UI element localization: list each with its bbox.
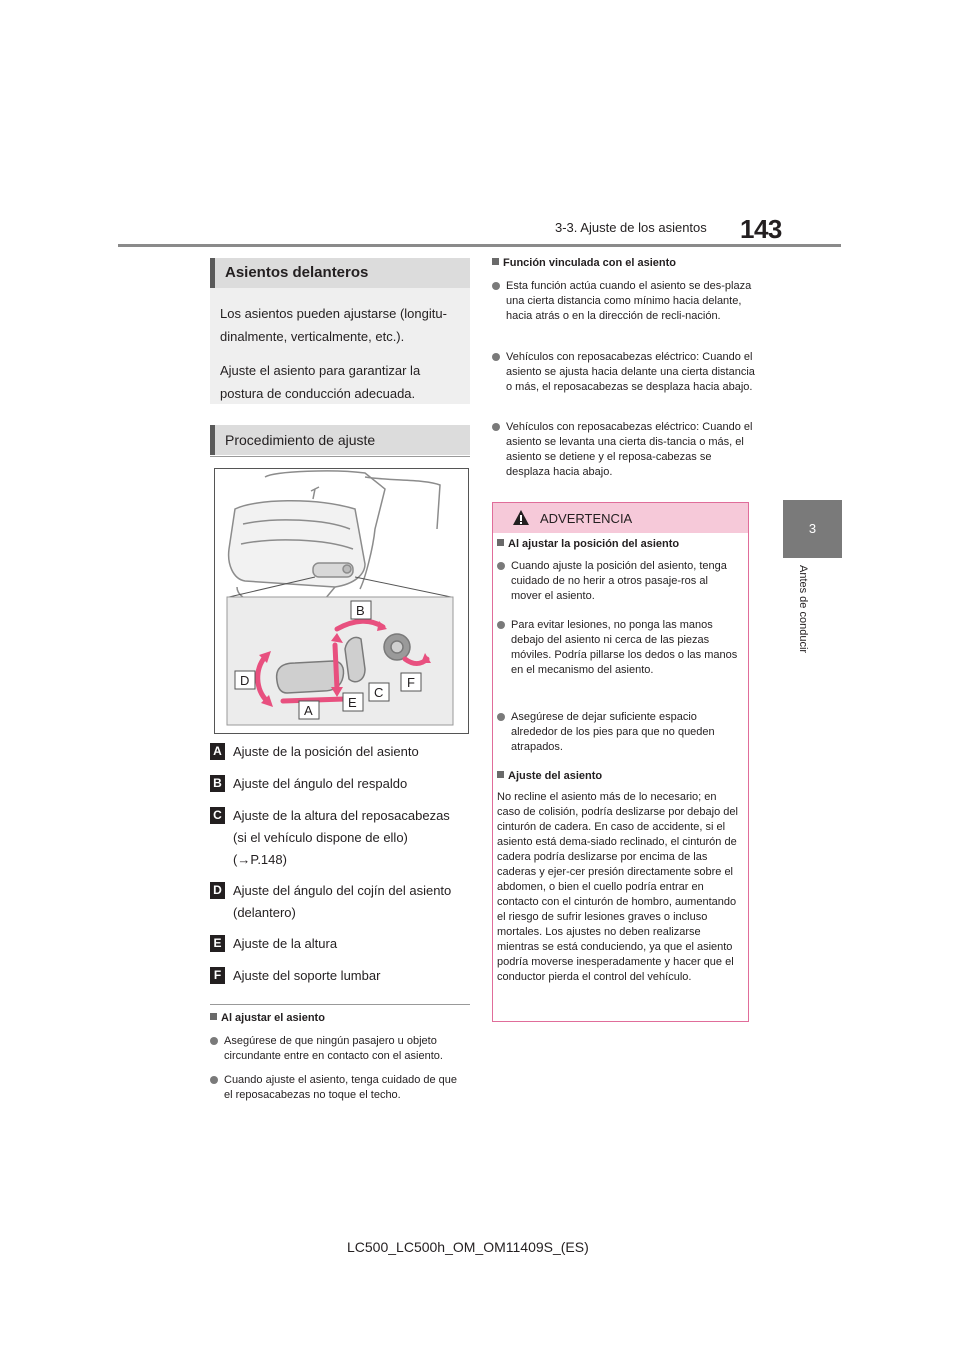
bullet-dot-icon [492,353,500,361]
warning-triangle-icon [512,509,530,526]
procedure-heading: Procedimiento de ajuste [210,425,470,455]
note-title: Función vinculada con el asiento [492,257,676,269]
section-title: 3-3. Ajuste de los asientos [555,220,707,235]
legend-text: Ajuste del ángulo del respaldo [233,776,408,791]
square-bullet-icon [497,771,504,778]
bullet-dot-icon [497,562,505,570]
figure-label-e: E [348,695,357,710]
note-bullet: Esta función actúa cuando el asiento se des-plaza una cierta distancia como mínimo hacia delante, hacia atrás o en la dirección de recli-nación. [492,279,754,343]
document-code: LC500_LC500h_OM_OM11409S_(ES) [347,1239,589,1255]
section-rule [210,1004,470,1005]
note-bullet: Cuando ajuste el asiento, tenga cuidado de que el reposacabezas no toque el techo. [210,1073,468,1105]
note-bullet: Asegúrese de que ningún pasajero u objeto circundante entre en contacto con el asiento. [210,1034,468,1066]
note-title: Al ajustar el asiento [210,1012,325,1024]
figure-label-a: A [304,703,313,718]
figure-label-c: C [374,685,384,700]
page-number: 143 [740,214,782,244]
header-rule [118,244,841,247]
legend-text: Ajuste del ángulo del cojín del asiento (delantero) [233,883,452,920]
legend-text: Ajuste del soporte lumbar [233,968,381,983]
heading-rule [210,456,470,457]
note-bullet: Vehículos con reposacabezas eléctrico: Cuando el asiento se ajusta hacia delante una cierta distancia o más, el reposacabezas se desplaza hacia abajo. [492,350,754,414]
legend-letter: D [210,882,225,899]
front-seats-heading: Asientos delanteros [210,258,470,288]
bullet-dot-icon [492,282,500,290]
chapter-tab-number: 3 [808,521,817,536]
bullet-dot-icon [210,1076,218,1084]
warning-bullet: Para evitar lesiones, no ponga las manos debajo del asiento ni cerca de las piezas móviles. Podría pillarse los dedos o las manos en el mecanismo del asiento. [497,618,742,698]
bullet-dot-icon [497,713,505,721]
legend-text: Ajuste de la posición del asiento [233,744,419,759]
warning-section-title: Ajuste del asiento [497,770,602,782]
warning-bullet: Cuando ajuste la posición del asiento, tenga cuidado de no herir a otros pasaje-ros al mover el asiento. [497,559,742,607]
figure-label-f: F [407,675,415,690]
warning-section-title: Al ajustar la posición del asiento [497,538,679,550]
legend-letter: F [210,967,225,984]
warning-bullet: Asegúrese de dejar suficiente espacio alrededor de los pies para que no queden atrapados. [497,710,742,758]
legend-letter: A [210,743,225,760]
square-bullet-icon [210,1013,217,1020]
seat-illustration [214,468,469,734]
legend-letter: E [210,935,225,952]
square-bullet-icon [492,258,499,265]
bullet-dot-icon [210,1037,218,1045]
legend-letter: B [210,775,225,792]
warning-paragraph: No recline el asiento más de lo necesario; en caso de colisión, podría deslizarse por debajo del cinturón de cadera. En caso de accidente, si el asiento está dema-siado reclinado, el cinturón de cadera podría deslizarse por encima de las caderas y ejer-cer presión directamente sobre el abdomen, o bien el cuello podría entrar en contacto con el cinturón de hombro, aumentando el riesgo de sufrir lesiones graves o incluso mortales. Los ajustes no deben realizarse mientras se está conduciendo, ya que el asiento podría moverse inesperadamente y hacer que el conductor pierda el control del vehículo. [497,791,738,983]
legend-text: Ajuste de la altura del reposacabezas (si el vehículo dispone de ello) (→P.148) [233,808,450,867]
legend-letter: C [210,807,225,824]
legend-text: Ajuste de la altura [233,936,338,951]
intro-box [210,288,470,404]
square-bullet-icon [497,539,504,546]
intro-paragraph: Los asientos pueden ajustarse (longitu-dinalmente, verticalmente, etc.). [220,306,447,344]
intro-paragraph: Ajuste el asiento para garantizar la postura de conducción adecuada. [220,363,421,401]
bullet-dot-icon [497,621,505,629]
chapter-tab-label: Antes de conducir [797,565,809,654]
warning-title: ADVERTENCIA [540,511,633,526]
figure-label-b: B [356,603,365,618]
bullet-dot-icon [492,423,500,431]
figure-label-d: D [240,673,250,688]
note-bullet: Vehículos con reposacabezas eléctrico: Cuando el asiento se levanta una cierta dis-tancia o más, el asiento se detiene y el reposa-cabezas se desplaza hacia abajo. [492,420,754,484]
